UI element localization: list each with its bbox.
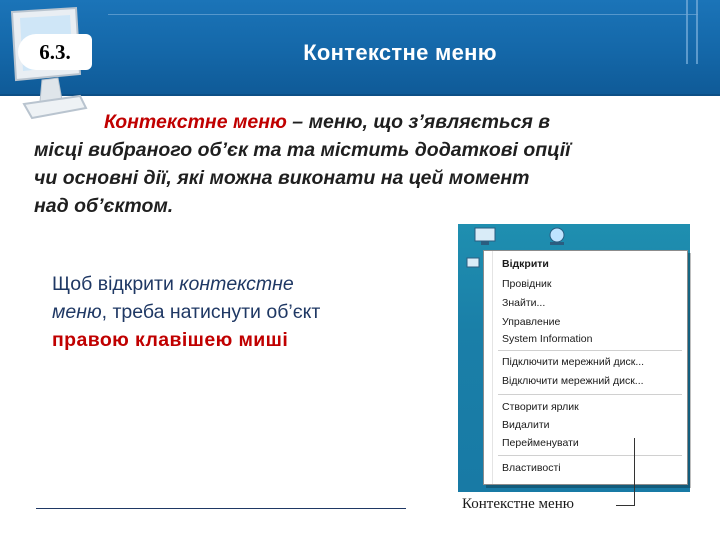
- header-underline: [0, 94, 720, 96]
- instruction-line: [52, 298, 432, 326]
- definition-line: чи основні дії, які можна виконати на цей момент: [34, 167, 530, 189]
- menu-item-disconnect-drive[interactable]: Відключити мережний диск...: [502, 375, 644, 387]
- header-divider-line: [108, 14, 698, 15]
- definition-paragraph: [34, 108, 718, 220]
- caption-pointer-line: [634, 438, 635, 506]
- menu-item-properties[interactable]: Властивості: [502, 462, 561, 474]
- figure-caption: Контекстне меню: [462, 496, 574, 512]
- menu-item-create-shortcut[interactable]: Створити ярлик: [502, 401, 579, 413]
- context-menu-gutter: [492, 251, 493, 484]
- instruction-line: [52, 270, 432, 298]
- definition-term: Контекстне меню: [104, 111, 287, 133]
- section-number-badge: 6.3.: [18, 34, 92, 70]
- instruction-emphasis: правою клавішею миші: [52, 329, 289, 351]
- menu-item-find[interactable]: Знайти...: [502, 297, 546, 309]
- definition-text: меню, що з’являється в: [308, 111, 551, 133]
- instruction-text: , треба натиснути об’єкт: [101, 301, 321, 323]
- definition-line: [34, 108, 718, 136]
- menu-separator: [498, 455, 682, 456]
- caption-pointer-line: [616, 505, 635, 506]
- menu-item-system-information[interactable]: System Information: [502, 333, 593, 345]
- bottom-rule: [36, 508, 406, 509]
- desktop-icon: [466, 256, 480, 270]
- menu-separator: [498, 350, 682, 351]
- header-divider-line: [686, 0, 688, 64]
- menu-item-explorer[interactable]: Провідник: [502, 278, 552, 290]
- instruction-italic-text: меню: [52, 301, 102, 323]
- definition-dash: –: [286, 111, 309, 133]
- network-icon: [544, 226, 570, 248]
- menu-item-open[interactable]: Відкрити: [502, 258, 549, 270]
- header-divider-line: [696, 0, 698, 64]
- menu-item-map-drive[interactable]: Підключити мережний диск...: [502, 356, 645, 368]
- instruction-paragraph: [52, 270, 432, 354]
- definition-line: місці вибраного об’єк та та містить додаткові опції: [34, 139, 571, 161]
- instruction-italic-text: контекстне: [179, 273, 294, 295]
- definition-line: над об’єктом.: [34, 195, 174, 217]
- menu-item-manage[interactable]: Управление: [502, 316, 561, 328]
- menu-separator: [498, 394, 682, 395]
- instruction-text: Щоб відкрити: [52, 273, 180, 295]
- menu-item-rename[interactable]: Перейменувати: [502, 437, 579, 449]
- page-title: Контекстне меню: [303, 40, 497, 65]
- menu-item-delete[interactable]: Видалити: [502, 419, 550, 431]
- network-icon: [472, 226, 498, 248]
